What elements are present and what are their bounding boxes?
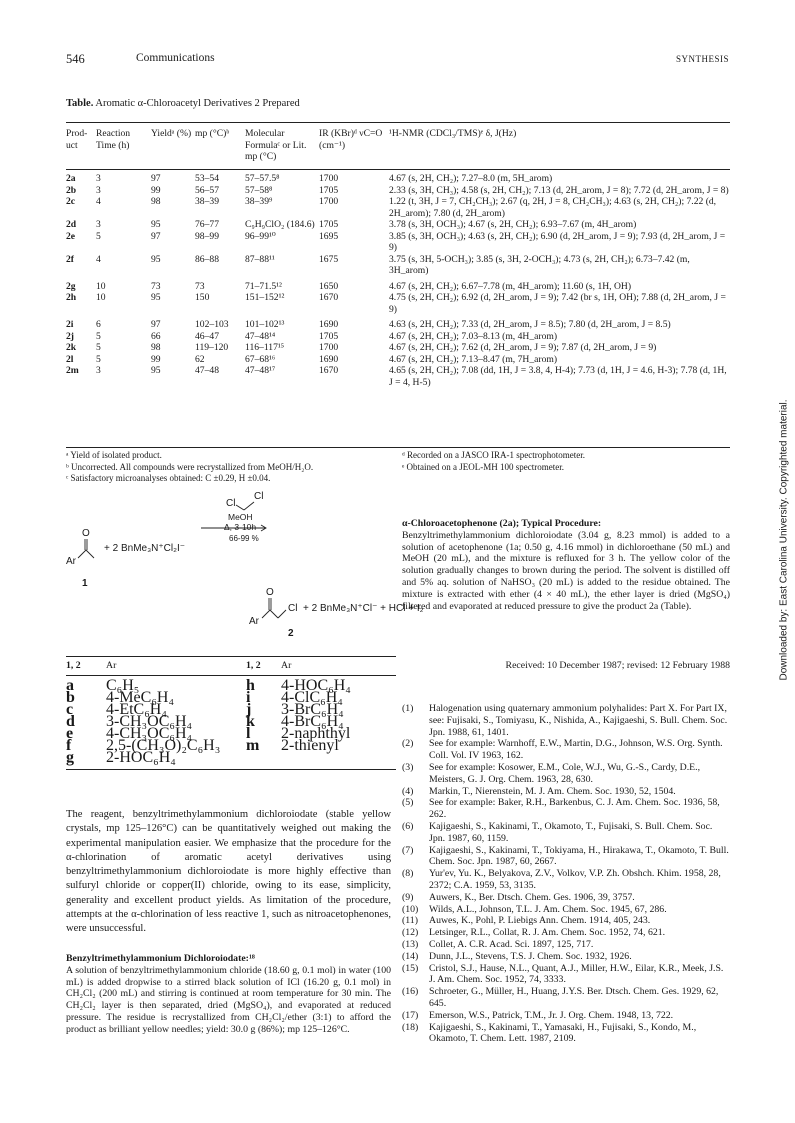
reference-text: Markin, T., Nierenstein, M. J. Am. Chem. Soc. 1930, 52, 1504. — [429, 785, 676, 797]
reference-text: Yur'ev, Yu. K., Belyakova, Z.V., Volkov, V.P. Zh. Obshch. Khim. 1958, 28, 2372; C.A. 1959, 53, 3135. — [429, 868, 721, 891]
reference-number: (12) — [402, 927, 419, 939]
table-cell: 98 — [151, 196, 161, 207]
table-row — [66, 331, 730, 343]
table-cell: 98 — [151, 342, 161, 353]
table-cell: 95 — [151, 253, 161, 265]
yield-label: 66-99 % — [229, 534, 259, 543]
substituent-aryl: 4-EtC₆H₄ — [106, 701, 167, 718]
col-header-product: Prod- uct — [66, 128, 88, 151]
table-cell: 151–152¹² — [245, 292, 285, 303]
table-caption — [66, 98, 300, 109]
reference-number: (8) — [402, 868, 414, 880]
reference-number: (15) — [402, 962, 419, 974]
substituent-row — [246, 737, 396, 754]
table-row — [66, 254, 730, 277]
reference-text: See for example: Baker, R.H., Barkenbus, C. J. Am. Chem. Soc. 1936, 58, 262. — [429, 797, 720, 821]
table-cell: 99 — [151, 184, 161, 196]
reference-item — [402, 797, 730, 821]
procedure-title: α-Chloroacetophenone (2a); Typical Procedure: — [402, 518, 602, 529]
table-row — [66, 173, 730, 185]
reference-number: (6) — [402, 820, 414, 832]
table-cell: 4.75 (s, 2H, CH₂); 6.92 (d, 2H_arom, J = 9); 7.42 (br s, 1H, OH); 7.88 (d, 2H_arom, J = 9) — [389, 292, 726, 315]
table-cell: 116–117¹⁵ — [245, 342, 285, 353]
reference-item — [402, 786, 730, 798]
reference-text: See for example: Warnhoff, E.W., Martin, D.G., Johnson, W.S. Org. Synth. Coll. Vol. IV 1963, 162. — [429, 738, 723, 762]
table-cell: 4.67 (s, 2H, CH₂); 7.27–8.0 (m, 5H_arom) — [389, 173, 553, 184]
watermark-text: Downloaded by: East Carolina University. Copyrighted material. — [778, 399, 790, 681]
table-cell: 150 — [195, 292, 210, 303]
reagent-section-title: Benzyltrimethylammonium Dichloroiodate:¹⁸ — [66, 953, 255, 964]
table-cell: 2j — [66, 330, 74, 342]
reaction-scheme — [66, 488, 424, 639]
substituent-letter: l — [246, 725, 251, 742]
footnote: ᵇ Uncorrected. All compounds were recrystallized from MeOH/H₂O. — [66, 461, 314, 472]
reference-item — [402, 939, 730, 951]
reference-text: Auwes, K., Pohl, P. Liebigs Ann. Chem. 1914, 405, 243. — [429, 915, 651, 927]
reference-text: See for example: Kosower, E.M., Cole, W.J., Wu, G.-S., Cardy, D.E., Meisters, G. J. Org. Chem. 1963, 28, 630. — [429, 761, 701, 785]
reference-item — [402, 927, 730, 939]
table-cell: 87–88¹¹ — [245, 253, 275, 265]
table-cell: 47–48¹⁴ — [245, 330, 276, 342]
data-table — [66, 128, 730, 388]
product-cl: Cl — [288, 603, 298, 614]
substituent-aryl: 2-naphthyl — [281, 725, 351, 742]
reference-item — [402, 703, 730, 738]
substituent-aryl: C₆H₅ — [106, 677, 140, 694]
table-cell: 66 — [151, 330, 161, 342]
typical-procedure — [402, 518, 730, 612]
substituent-aryl: 4-HOC₆H₄ — [281, 677, 351, 694]
reference-text: Kajigaeshi, S., Kakinami, T., Tokiyama, H., Hirakawa, T., Okamoto, T. Bull. Chem. Soc. Jpn. 1987, 60, 2667. — [429, 844, 729, 868]
table-cell: 1690 — [319, 353, 339, 365]
reference-text: Dunn, J.L., Stevens, T.S. J. Chem. Soc. 1932, 1926. — [429, 950, 632, 962]
table-cell: 2.33 (s, 3H, CH₃); 4.58 (s, 2H, CH₂); 7.13 (d, 2H_arom, J = 8); 7.72 (d, 2H_arom, J = 8) — [389, 184, 729, 196]
table-row — [66, 196, 730, 219]
table-cell: 98–99 — [195, 230, 219, 242]
substituent-list-left — [66, 677, 236, 766]
reference-item — [402, 951, 730, 963]
table-cell: 1.22 (t, 3H, J = 7, CH₂CH₃); 2.67 (q, 2H, J = 8, CH₂CH₃); 4.63 (s, 2H, CH₂); 7.22 (d, 2H_arom); 7.80 (d, 2H_arom) — [389, 196, 717, 219]
reagent-section-text: A solution of benzyltrimethylammonium chloride (18.60 g, 0.1 mol) in water (100 mL) is added dropwise to a stirred black solution of ICl (16.20 g, 0.1 mol) in CH₂Cl₂ (200 mL) and stirring is continued at room temperature for 30 min. The CH₂Cl₂ layer is then separated, dried (MgSO₄), and evaporated at reduced pressure. The residue is recrystallized from CH₂Cl₂/ether (3:1) to afford the product as brilliant yellow needles; yield: 30.0 g (86%); mp 125–126°C. — [66, 964, 391, 1035]
table-cell: 3 — [96, 173, 101, 184]
table-row — [66, 281, 730, 293]
table-row — [66, 354, 730, 366]
table-cell: 119–120 — [195, 342, 229, 353]
col-header-mp: mp (°C)ᵇ — [195, 128, 230, 139]
reagent-dichloroiodate: + 2 BnMe₃N⁺Cl₂I⁻ — [104, 543, 186, 554]
reference-text: Emerson, W.S., Patrick, T.M., Jr. J. Org. Chem. 1948, 13, 722. — [429, 1009, 674, 1021]
reagent-cl-right: Cl — [254, 491, 264, 502]
product-ar: Ar — [249, 616, 259, 627]
table-cell: 71–71.5¹² — [245, 280, 282, 292]
table-cell: 4 — [96, 196, 101, 207]
table-cell: 1650 — [319, 280, 339, 292]
substituent-aryl: 2-HOC₆H₄ — [106, 749, 176, 766]
table-cell: 97 — [151, 230, 161, 242]
table-cell: 2d — [66, 219, 77, 230]
reference-text: Wilds, A.L., Johnson, T.L. J. Am. Chem. Soc. 1945, 67, 286. — [429, 903, 667, 915]
table-cell: 1700 — [319, 173, 339, 184]
table-cell: 86–88 — [195, 253, 219, 265]
footnotes-left — [66, 450, 396, 485]
substituent-letter: e — [66, 725, 74, 742]
journal-name: SYNTHESIS — [675, 54, 729, 64]
table-cell: C₉H₉ClO₂ (184.6) — [245, 219, 315, 230]
table-cell: 1705 — [319, 184, 339, 196]
sub-header-ar: Ar — [106, 660, 117, 671]
reference-number: (11) — [402, 915, 418, 927]
reagent-cl-left: Cl — [226, 498, 236, 509]
reference-text: Collet, A. C.R. Acad. Sci. 1897, 125, 717. — [429, 938, 594, 950]
reactant-ar: Ar — [66, 556, 76, 567]
reactant-oxygen: O — [82, 528, 90, 539]
sub-table-bottom-rule — [66, 769, 396, 770]
reference-item — [402, 1010, 730, 1022]
table-row — [66, 231, 730, 254]
table-cell: 2f — [66, 253, 74, 265]
table-cell: 3 — [96, 219, 101, 230]
table-cell: 4.65 (s, 2H, CH₂); 7.08 (dd, 1H, J = 3.8, 4, H-4); 7.73 (d, 1H, J = 4.6, H-3); 7.78 (d, 1H, J = 4, H-5) — [389, 365, 727, 388]
reference-number: (2) — [402, 738, 414, 750]
reference-number: (9) — [402, 891, 414, 903]
table-cell: 5 — [96, 353, 101, 365]
table-top-rule — [66, 122, 730, 123]
reference-number: (16) — [402, 986, 419, 998]
sub-table-mid-rule — [66, 675, 396, 676]
col-header-nmr: ¹H-NMR (CDCl₃/TMS)ᵉ δ, J(Hz) — [389, 128, 517, 139]
download-watermark — [778, 290, 790, 790]
reference-text: Kajigaeshi, S., Kakinami, T., Yamasaki, H., Fujisaki, S., Kondo, M., Okamoto, T. Chem. Lett. 1987, 2109. — [429, 1021, 697, 1045]
page-number: 546 — [66, 52, 85, 66]
table-cell: 101–102¹³ — [245, 319, 285, 330]
table-cell: 97 — [151, 319, 161, 330]
reference-text: Kajigaeshi, S., Kakinami, T., Okamoto, T., Fujisaki, S. Bull. Chem. Soc. Jpn. 1987, 60, 1159. — [429, 820, 713, 844]
reference-number: (4) — [402, 785, 414, 797]
substituent-aryl: 3-BrC₆H₄ — [281, 701, 344, 718]
table-header-row — [66, 128, 730, 173]
reference-item — [402, 904, 730, 916]
footnotes-right — [402, 450, 730, 473]
footnote: ᵃ Yield of isolated product. — [66, 450, 162, 460]
substituent-letter: f — [66, 737, 72, 754]
substituent-aryl: 2-thienyl — [281, 737, 339, 754]
table-row — [66, 292, 730, 315]
table-cell: 2m — [66, 365, 79, 376]
col-header-formula: Molecular Formulaᶜ or Lit. mp (°C) — [245, 128, 307, 162]
table-cell: 97 — [151, 173, 161, 184]
references-list — [402, 703, 730, 1045]
substituent-letter: i — [246, 689, 251, 706]
table-cell: 47–48¹⁷ — [245, 365, 276, 376]
procedure-text: Benzyltrimethylammonium dichloroiodate (3.04 g, 8.23 mmol) is added to a solution of acetophenone (1a; 0.50 g, 4.16 mmol) in dichloroethane (50 mL) and MeOH (20 mL), and the mixture is refluxed for 3 h. The yellow color of the solution gradually changes to brown during the period. The solvent is distilled off and 5% aq. solution of NaHSO₃ (20 mL) is added to the residue obtained. The mixture is extracted with ether (4 × 40 mL), the ether layer is dried (MgSO₄) filtered and evaporated at reduced pressure to give the product 2a (Table). — [402, 529, 730, 612]
table-cell: 1670 — [319, 292, 339, 303]
table-row — [66, 185, 730, 197]
table-cell: 62 — [195, 353, 205, 365]
table-row — [66, 219, 730, 231]
table-cell: 47–48 — [195, 365, 219, 376]
table-cell: 95 — [151, 219, 161, 230]
table-cell: 95 — [151, 292, 161, 303]
table-cell: 2a — [66, 173, 76, 184]
reference-item — [402, 986, 730, 1010]
sub-table-top-rule — [66, 656, 396, 657]
reference-item — [402, 1022, 730, 1046]
table-cell: 3 — [96, 184, 101, 196]
substituent-table — [66, 677, 396, 770]
table-cell: 1700 — [319, 196, 339, 207]
table-cell: 1700 — [319, 342, 339, 353]
table-cell: 3.75 (s, 3H, 5-OCH₃); 3.85 (s, 3H, 2-OCH₃); 4.73 (s, 2H, CH₂); 6.73–7.42 (m, 3H_arom) — [389, 253, 690, 276]
table-cell: 2h — [66, 292, 77, 303]
table-cell: 5 — [96, 342, 101, 353]
table-cell: 57–58⁸ — [245, 184, 273, 196]
section-name: Communications — [136, 52, 215, 64]
table-cell: 2c — [66, 196, 76, 207]
substituent-letter: g — [66, 749, 74, 766]
reference-text: Halogenation using quaternary ammonium polyhalides: Part X. For Part IX, see: Fujisaki, S., Tomiyasu, K., Nishida, A., Kajigaeshi, S. Bull. Chem. Soc. Jpn. 1988, 61, 1401. — [429, 703, 728, 738]
reference-number: (5) — [402, 797, 414, 809]
substituent-letter: h — [246, 677, 255, 694]
table-cell: 99 — [151, 353, 161, 365]
table-cell: 102–103 — [195, 319, 229, 330]
substituent-letter: k — [246, 713, 255, 730]
substituent-aryl: 4-CH₃OC₆H₄ — [106, 725, 193, 742]
table-cell: 2i — [66, 319, 74, 330]
table-cell: 38–39 — [195, 196, 219, 207]
conditions-label: Δ, 3-10h — [224, 522, 257, 532]
footnote: ᶜ Satisfactory microanalyses obtained: C ±0.29, H ±0.04. — [66, 473, 271, 483]
reference-item — [402, 738, 730, 762]
table-cell: 3.85 (s, 3H, OCH₃); 4.63 (s, 2H, CH₂); 6.90 (d, 2H_arom, J = 9); 7.93 (d, 2H_arom, J = 9) — [389, 230, 726, 253]
substituent-aryl: 3-CH₃OC₆H₄ — [106, 713, 193, 730]
sub-header-ar2: Ar — [281, 660, 292, 671]
table-cell: 3 — [96, 365, 101, 376]
reference-item — [402, 845, 730, 869]
reference-item — [402, 892, 730, 904]
table-row — [66, 319, 730, 331]
table-cell: 1705 — [319, 219, 339, 230]
received-dates: Received: 10 December 1987; revised: 12 February 1988 — [505, 660, 730, 671]
substituent-letter: b — [66, 689, 75, 706]
reagent-preparation — [66, 953, 391, 1036]
col-header-yield: Yieldᵃ (%) — [151, 128, 192, 139]
substituent-aryl: 2,5-(CH₃O)₂C₆H₃ — [106, 737, 221, 754]
reference-number: (7) — [402, 844, 414, 856]
reference-number: (14) — [402, 950, 419, 962]
table-cell: 5 — [96, 330, 101, 342]
table-cell: 38–39⁹ — [245, 196, 273, 207]
table-cell: 10 — [96, 280, 106, 292]
substituent-letter: m — [246, 737, 260, 754]
scheme-bonds — [66, 488, 396, 638]
substituent-letter: a — [66, 677, 74, 694]
table-row — [66, 342, 730, 354]
table-cell: 2l — [66, 353, 74, 365]
sub-header-left: 1, 2 — [66, 660, 81, 671]
solvent-label: MeOH — [228, 512, 253, 522]
table-cell: 4.67 (s, 2H, CH₂); 7.13–8.47 (m, 7H_arom) — [389, 353, 558, 365]
discussion-paragraph: The reagent, benzyltrimethylammonium dichloroiodate (stable yellow crystals, mp 125–126°C) can be quantitatively weighed out making the experimental manipulation easier. We emphasize that the procedure for the α-chlorination of aromatic acetyl derivatives using benzyltrimethylammonium dichloroiodate is more highly effective than sulfuryl chloride or copper(II) chloride, owing to its ease, simplicity, generality and excellent product yields. As limitation of the procedure, attempts at the α-chlorination of less reactive 1, such as nitroacetophenones, were unsuccessful. — [66, 809, 391, 935]
col-header-time: Reaction Time (h) — [96, 128, 131, 151]
table-cell: 76–77 — [195, 219, 219, 230]
table-cell: 5 — [96, 230, 101, 242]
table-cell: 2g — [66, 280, 76, 292]
reference-item — [402, 762, 730, 786]
table-cell: 73 — [151, 280, 161, 292]
table-cell: 46–47 — [195, 330, 219, 342]
table-cell: 10 — [96, 292, 106, 303]
table-cell: 96–99¹⁰ — [245, 230, 276, 242]
substituent-list-right — [246, 677, 396, 754]
table-cell: 4 — [96, 253, 101, 265]
substituent-aryl: 4-MeC₆H₄ — [106, 689, 175, 706]
reference-number: (10) — [402, 903, 419, 915]
table-cell: 1695 — [319, 230, 339, 242]
sub-header-right: 1, 2 — [246, 660, 261, 671]
table-cell: 4.67 (s, 2H, CH₂); 6.67–7.78 (m, 4H_arom); 11.60 (s, 1H, OH) — [389, 280, 632, 292]
substituent-aryl: 4-ClC₆H₄ — [281, 689, 343, 706]
reference-text: Letsinger, R.L., Collat, R. J. Am. Chem. Soc. 1952, 74, 621. — [429, 927, 666, 939]
table-cell: 2b — [66, 184, 77, 196]
table-cell: 2k — [66, 342, 77, 353]
table-cell: 1705 — [319, 330, 339, 342]
table-cell: 95 — [151, 365, 161, 376]
table-cell: 53–54 — [195, 173, 219, 184]
reference-item — [402, 963, 730, 987]
table-cell: 67–68¹⁶ — [245, 353, 276, 365]
footnote: ᵈ Recorded on a JASCO IRA-1 spectrophotometer. — [402, 450, 586, 460]
footnote: ᵉ Obtained on a JEOL-MH 100 spectrometer. — [402, 461, 565, 472]
table-cell: 73 — [195, 280, 205, 292]
table-cell: 6 — [96, 319, 101, 330]
table-caption-label: Table. — [66, 98, 94, 109]
table-cell: 56–57 — [195, 184, 219, 196]
table-cell: 4.63 (s, 2H, CH₂); 7.33 (d, 2H_arom, J = 8.5); 7.80 (d, 2H_arom, J = 8.5) — [389, 319, 671, 330]
table-cell: 1670 — [319, 365, 339, 376]
table-cell: 57–57.5⁸ — [245, 173, 280, 184]
table-cell: 2e — [66, 230, 76, 242]
table-bottom-rule — [66, 447, 730, 448]
substituent-letter: c — [66, 701, 74, 718]
reference-number: (1) — [402, 703, 414, 714]
compound-2-label: 2 — [288, 628, 294, 639]
compound-1-label: 1 — [82, 578, 88, 589]
reference-item — [402, 915, 730, 927]
reference-number: (3) — [402, 761, 414, 773]
reference-number: (17) — [402, 1009, 419, 1021]
reference-text: Schroeter, G., Müller, H., Huang, J.Y.S. Ber. Dtsch. Chem. Ges. 1929, 62, 645. — [429, 986, 719, 1009]
byproducts-label: + 2 BnMe₃N⁺Cl⁻ + HCl + I₂ — [303, 603, 424, 614]
substituent-aryl: 4-BrC₆H₄ — [281, 713, 344, 730]
table-cell: 1675 — [319, 253, 339, 265]
reference-number: (18) — [402, 1021, 419, 1033]
reference-number: (13) — [402, 938, 419, 950]
reference-item — [402, 868, 730, 892]
table-cell: 1690 — [319, 319, 339, 330]
substituent-letter: j — [246, 701, 252, 718]
table-cell: 4.67 (s, 2H, CH₂); 7.03–8.13 (m, 4H_arom) — [389, 330, 558, 342]
reference-item — [402, 821, 730, 845]
reference-text: Cristol, S.J., Hause, N.L., Quant, A.J., Miller, H.W., Eilar, K.R., Meek, J.S. J. Am. Chem. Soc. 1952, 74, 3333. — [429, 962, 724, 986]
table-cell: 3.78 (s, 3H, OCH₃); 4.67 (s, 2H, CH₂); 6.93–7.67 (m, 4H_arom) — [389, 219, 637, 230]
table-cell: 4.67 (s, 2H, CH₂); 7.62 (d, 2H_arom, J = 9); 7.87 (d, 2H_arom, J = 9) — [389, 342, 657, 353]
substituent-letter: d — [66, 713, 75, 730]
running-header — [66, 52, 729, 68]
table-row — [66, 365, 730, 388]
col-header-ir: IR (KBr)ᵈ νC=O (cm⁻¹) — [319, 128, 383, 151]
reference-text: Auwers, K., Ber. Dtsch. Chem. Ges. 1906, 39, 3757. — [429, 891, 635, 903]
product-oxygen: O — [266, 587, 274, 598]
table-caption-text: Aromatic α-Chloroacetyl Derivatives 2 Prepared — [95, 98, 300, 109]
